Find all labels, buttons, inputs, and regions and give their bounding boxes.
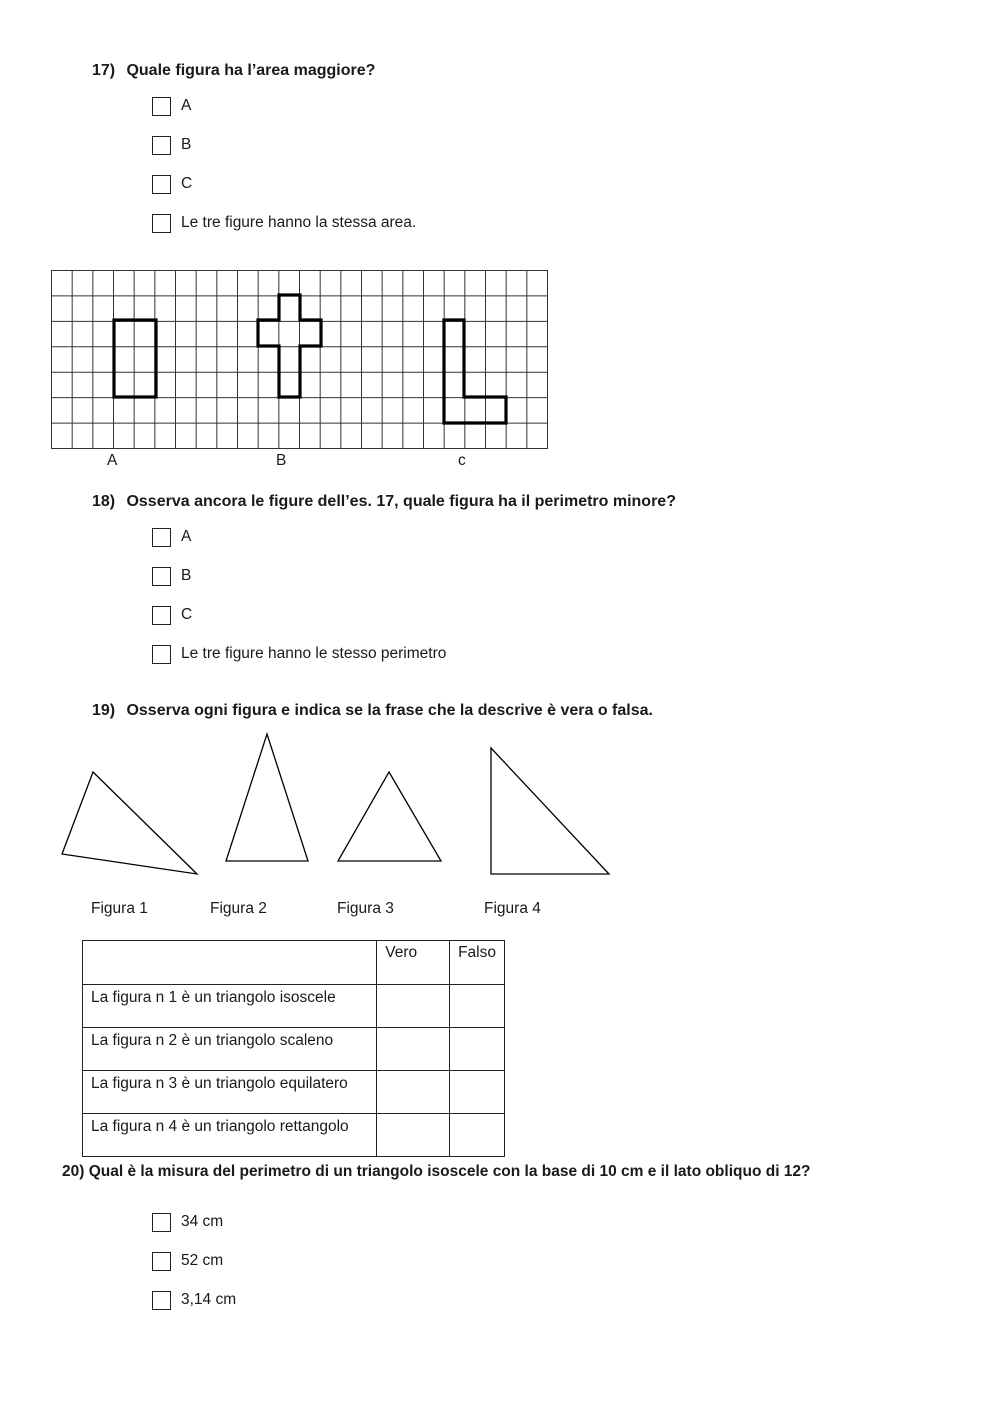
option-label: A [181, 528, 192, 545]
question-17-number: 17) [92, 62, 116, 79]
grid-label-b: B [276, 452, 287, 469]
question-18-number: 18) [92, 493, 116, 510]
question-18 [92, 493, 676, 511]
triangle-figure-3 [338, 772, 441, 861]
statement-cell: La figura n 2 è un triangolo scaleno [83, 1028, 377, 1071]
question-18-text: Osserva ancora le figure dell’es. 17, quale figura ha il perimetro minore? [126, 493, 676, 510]
true-false-table [82, 940, 505, 1157]
triangle-figure-1 [62, 772, 197, 874]
option-c[interactable] [152, 604, 446, 626]
table-row [83, 1071, 505, 1114]
checkbox[interactable] [152, 1213, 171, 1232]
triangles-figure [0, 720, 1000, 890]
shape-c-l-shape [444, 320, 506, 423]
vero-cell[interactable] [377, 1114, 450, 1157]
option-label: 52 cm [181, 1252, 224, 1269]
question-19 [92, 702, 653, 720]
header-empty [83, 941, 377, 985]
shape-a-rectangle [114, 320, 156, 397]
statement-cell: La figura n 4 è un triangolo rettangolo [83, 1114, 377, 1157]
option-label: 34 cm [181, 1213, 224, 1230]
option-same-perimeter[interactable] [152, 643, 446, 665]
option-3-14-cm[interactable] [152, 1289, 236, 1311]
vero-cell[interactable] [377, 1028, 450, 1071]
option-label: C [181, 606, 193, 623]
falso-cell[interactable] [450, 985, 505, 1028]
question-20-number: 20) [62, 1163, 85, 1180]
grid-label-c: c [458, 452, 466, 469]
question-18-options [152, 526, 446, 665]
option-34-cm[interactable] [152, 1211, 236, 1233]
question-17-text: Quale figura ha l’area maggiore? [126, 62, 376, 79]
header-vero: Vero [377, 941, 450, 985]
falso-cell[interactable] [450, 1114, 505, 1157]
table-row [83, 985, 505, 1028]
option-b[interactable] [152, 565, 446, 587]
header-falso: Falso [450, 941, 505, 985]
checkbox[interactable] [152, 606, 171, 625]
option-label: C [181, 175, 193, 192]
checkbox[interactable] [152, 567, 171, 586]
question-19-text: Osserva ogni figura e indica se la frase che la descrive è vera o falsa. [126, 702, 653, 719]
checkbox[interactable] [152, 528, 171, 547]
statement-cell: La figura n 1 è un triangolo isoscele [83, 985, 377, 1028]
option-label: 3,14 cm [181, 1291, 237, 1308]
question-20 [62, 1163, 811, 1181]
option-52-cm[interactable] [152, 1250, 236, 1272]
falso-cell[interactable] [450, 1028, 505, 1071]
vero-cell[interactable] [377, 1071, 450, 1114]
question-20-text: Qual è la misura del perimetro di un triangolo isoscele con la base di 10 cm e il lato obliquo di 12? [88, 1163, 811, 1180]
vero-cell[interactable] [377, 985, 450, 1028]
option-label: A [181, 97, 192, 114]
figure-3-label: Figura 3 [337, 900, 394, 917]
checkbox[interactable] [152, 645, 171, 664]
grid-label-a: A [107, 452, 118, 469]
statement-cell: La figura n 3 è un triangolo equilatero [83, 1071, 377, 1114]
table-row [83, 1028, 505, 1071]
option-label: B [181, 136, 192, 153]
option-label: B [181, 567, 192, 584]
option-label: Le tre figure hanno la stessa area. [181, 214, 417, 231]
table-header-row [83, 941, 505, 985]
square-grid-figure [0, 0, 1000, 480]
option-label: Le tre figure hanno le stesso perimetro [181, 645, 447, 662]
checkbox[interactable] [152, 1252, 171, 1271]
triangle-figure-2 [226, 734, 308, 861]
checkbox[interactable] [152, 1291, 171, 1310]
question-20-options [152, 1211, 236, 1311]
table-row [83, 1114, 505, 1157]
question-19-number: 19) [92, 702, 116, 719]
option-a[interactable] [152, 526, 446, 548]
triangle-figure-4 [491, 748, 609, 874]
figure-1-label: Figura 1 [91, 900, 148, 917]
shape-b-cross [258, 295, 321, 397]
figure-2-label: Figura 2 [210, 900, 267, 917]
figure-4-label: Figura 4 [484, 900, 541, 917]
falso-cell[interactable] [450, 1071, 505, 1114]
